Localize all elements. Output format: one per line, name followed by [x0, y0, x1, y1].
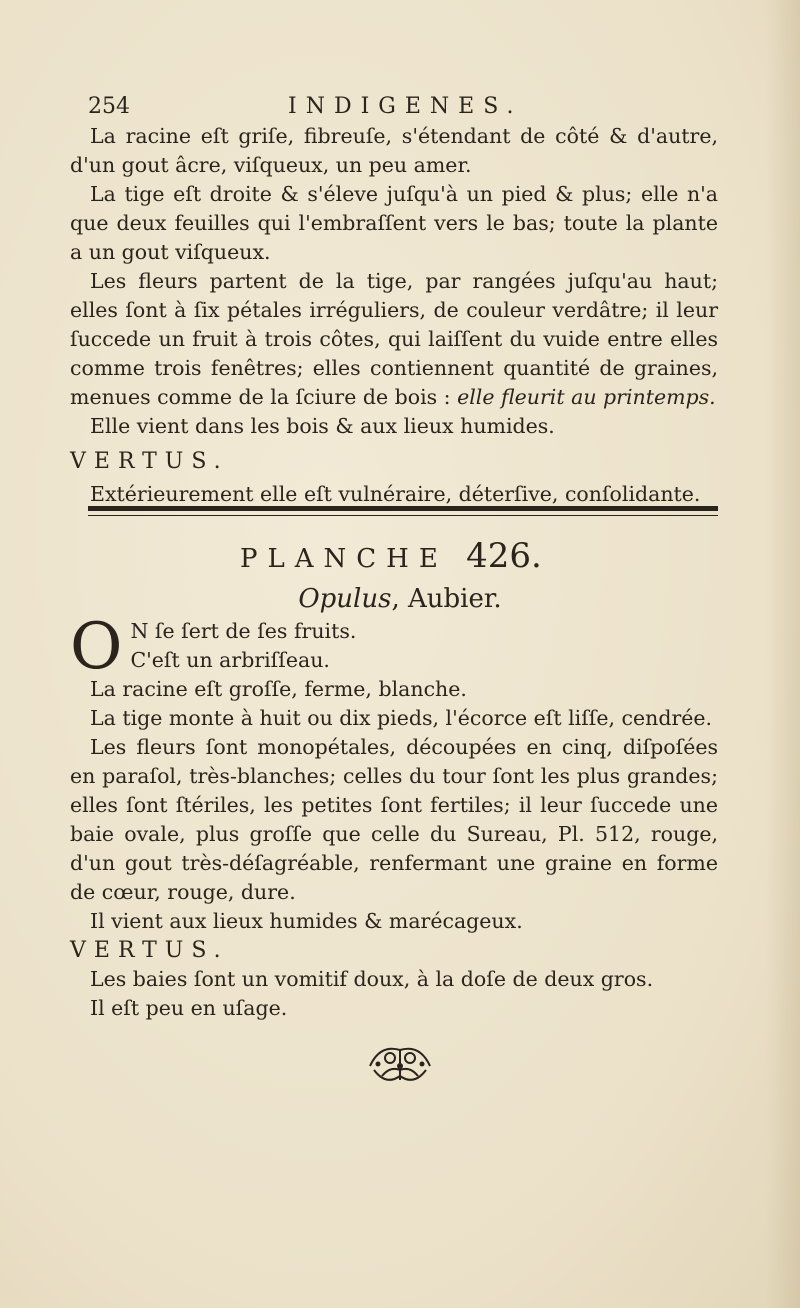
page-number: 254	[88, 94, 130, 119]
use-text: N ſe ſert de ſes fruits.	[130, 619, 357, 643]
paragraph-root: La racine eſt groſſe, ferme, blanche.	[90, 677, 467, 701]
paragraph-virtues: Extérieurement elle eſt vulnéraire, déterſive, conſolidante.	[90, 482, 701, 506]
drop-cap: O	[70, 610, 123, 684]
plate-label: PLANCHE	[240, 544, 448, 574]
paragraph-habitat: Elle vient dans les bois & aux lieux humides.	[90, 414, 555, 438]
vertus-heading: VERTUS.	[70, 449, 229, 474]
paragraph-root: La racine eſt griſe, fibreuſe, s'étendant de côté & d'autre, d'un gout âcre, viſqueux, un peu amer.	[70, 124, 718, 177]
section-previous-plant	[70, 122, 718, 509]
flowers-text: Les fleurs partent de la tige, par rangées juſqu'au haut; elles ſont à ſix pétales irréguliers, de couleur verdâtre; il leur ſuccede un fruit à trois côtes, qui laiſſent du vuide entre elles comme trois fenêtres; elles contiennent quantité de graines, menues comme de la ſciure de bois :	[70, 269, 718, 409]
running-head: INDIGENES.	[288, 94, 523, 119]
flowering-note: elle fleurit au printemps.	[457, 385, 716, 409]
paragraph-flowers	[70, 267, 718, 412]
section-divider	[88, 506, 718, 516]
paragraph-stem: La tige eſt droite & s'éleve juſqu'à un pied & plus; elle n'a que deux feuilles qui l'embraſſent vers le bas; toute la plante a un gout viſqueux.	[70, 182, 718, 264]
shrub-text: C'eſt un arbriſſeau.	[130, 648, 330, 672]
paragraph-habitat: Il vient aux lieux humides & marécageux.	[90, 909, 523, 933]
plate-number: 426.	[466, 536, 542, 576]
paragraph-virtues: Les baies ſont un vomitif doux, à la doſe de deux gros.	[90, 967, 654, 991]
paragraph-stem: La tige monte à huit ou dix pieds, l'écorce eſt liſſe, cendrée.	[90, 706, 713, 730]
page-edge	[766, 0, 800, 1308]
paragraph-flowers: Les fleurs ſont monopétales, découpées en cinq, diſpoſées en paraſol, très-blanches; celles du tour ſont les plus grandes; elles ſont ſtériles, les petites ſont fertiles; il leur ſuccede une baie ovale, plus groſſe que celle du Sureau, Pl. 512, rouge, d'un gout très-déſagréable, renfermant une graine en forme de cœur, rouge, dure.	[70, 735, 718, 904]
section-opulus	[70, 610, 718, 1023]
plant-latin-name: Opulus	[298, 584, 392, 614]
plant-french-name: , Aubier.	[391, 584, 502, 614]
paragraph-usage: Il eſt peu en uſage.	[90, 996, 288, 1020]
plate-title	[240, 536, 542, 576]
fleuron-ornament	[360, 1036, 440, 1092]
paragraph-use	[70, 610, 718, 684]
vertus-heading: VERTUS.	[70, 938, 229, 963]
